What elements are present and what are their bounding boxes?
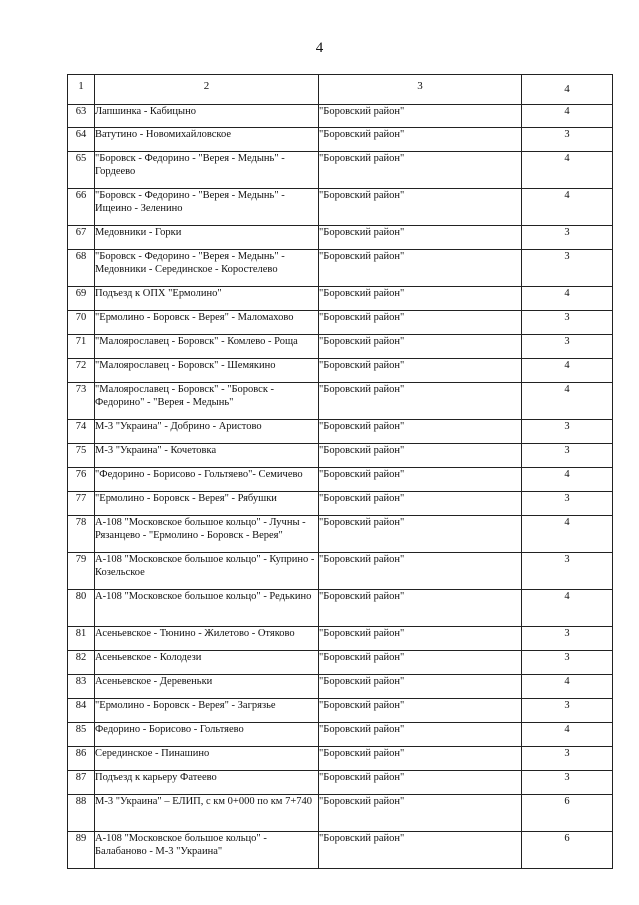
category: 3 xyxy=(522,651,613,675)
table-row xyxy=(68,226,613,250)
district: "Боровский район" xyxy=(319,287,522,311)
road-name: "Малоярославец - Боровск" - Комлево - Роща xyxy=(95,335,319,359)
district: "Боровский район" xyxy=(319,105,522,128)
row-number: 78 xyxy=(68,516,95,553)
row-number: 74 xyxy=(68,420,95,444)
row-number: 66 xyxy=(68,189,95,226)
district: "Боровский район" xyxy=(319,651,522,675)
row-number: 69 xyxy=(68,287,95,311)
district: "Боровский район" xyxy=(319,723,522,747)
table-row xyxy=(68,287,613,311)
road-name: Медовники - Горки xyxy=(95,226,319,250)
road-name: "Ермолино - Боровск - Верея" - Маломахово xyxy=(95,311,319,335)
road-name: "Федорино - Борисово - Гольтяево"- Семичево xyxy=(95,468,319,492)
road-name: М-3 "Украина" - Кочетовка xyxy=(95,444,319,468)
district: "Боровский район" xyxy=(319,492,522,516)
district: "Боровский район" xyxy=(319,468,522,492)
table-row xyxy=(68,771,613,795)
category: 4 xyxy=(522,383,613,420)
row-number: 87 xyxy=(68,771,95,795)
road-name: "Малоярославец - Боровск" - Шемякино xyxy=(95,359,319,383)
category: 3 xyxy=(522,250,613,287)
district: "Боровский район" xyxy=(319,359,522,383)
district: "Боровский район" xyxy=(319,189,522,226)
road-name: Федорино - Борисово - Гольтяево xyxy=(95,723,319,747)
category: 3 xyxy=(522,771,613,795)
table-row xyxy=(68,152,613,189)
table-row xyxy=(68,420,613,444)
district: "Боровский район" xyxy=(319,516,522,553)
table-row xyxy=(68,444,613,468)
table-row xyxy=(68,516,613,553)
header-col-1: 1 xyxy=(68,75,95,105)
category: 3 xyxy=(522,627,613,651)
table-row xyxy=(68,747,613,771)
road-name: Подъезд к карьеру Фатеево xyxy=(95,771,319,795)
district: "Боровский район" xyxy=(319,226,522,250)
table-row xyxy=(68,105,613,128)
table-row xyxy=(68,675,613,699)
row-number: 89 xyxy=(68,832,95,869)
district: "Боровский район" xyxy=(319,444,522,468)
row-number: 67 xyxy=(68,226,95,250)
row-number: 72 xyxy=(68,359,95,383)
district: "Боровский район" xyxy=(319,832,522,869)
road-name: Лапшинка - Кабицыно xyxy=(95,105,319,128)
category: 3 xyxy=(522,420,613,444)
district: "Боровский район" xyxy=(319,747,522,771)
category: 3 xyxy=(522,444,613,468)
district: "Боровский район" xyxy=(319,128,522,152)
road-name: "Ермолино - Боровск - Верея" - Рябушки xyxy=(95,492,319,516)
row-number: 88 xyxy=(68,795,95,832)
table-row xyxy=(68,359,613,383)
row-number: 70 xyxy=(68,311,95,335)
roads-table xyxy=(67,74,613,869)
table-row xyxy=(68,832,613,869)
category: 3 xyxy=(522,226,613,250)
table-row xyxy=(68,468,613,492)
row-number: 85 xyxy=(68,723,95,747)
road-name: "Боровск - Федорино - "Верея - Медынь" - Ищеино - Зеленино xyxy=(95,189,319,226)
category: 4 xyxy=(522,105,613,128)
row-number: 71 xyxy=(68,335,95,359)
row-number: 83 xyxy=(68,675,95,699)
district: "Боровский район" xyxy=(319,250,522,287)
category: 3 xyxy=(522,699,613,723)
category: 4 xyxy=(522,675,613,699)
category: 3 xyxy=(522,553,613,590)
table-row xyxy=(68,311,613,335)
category: 3 xyxy=(522,335,613,359)
road-name: "Боровск - Федорино - "Верея - Медынь" - Медовники - Серединское - Коростелево xyxy=(95,250,319,287)
road-name: Ватутино - Новомихайловское xyxy=(95,128,319,152)
row-number: 82 xyxy=(68,651,95,675)
table-row xyxy=(68,723,613,747)
row-number: 79 xyxy=(68,553,95,590)
table-header-row xyxy=(68,75,613,105)
road-name: "Боровск - Федорино - "Верея - Медынь" - Гордеево xyxy=(95,152,319,189)
table-row xyxy=(68,250,613,287)
table-row xyxy=(68,128,613,152)
table-row xyxy=(68,627,613,651)
category: 3 xyxy=(522,492,613,516)
table-row xyxy=(68,651,613,675)
district: "Боровский район" xyxy=(319,795,522,832)
table-row xyxy=(68,189,613,226)
district: "Боровский район" xyxy=(319,553,522,590)
row-number: 75 xyxy=(68,444,95,468)
district: "Боровский район" xyxy=(319,699,522,723)
road-name: "Малоярославец - Боровск" - "Боровск - Федорино" - "Верея - Медынь" xyxy=(95,383,319,420)
district: "Боровский район" xyxy=(319,311,522,335)
district: "Боровский район" xyxy=(319,152,522,189)
road-name: "Ермолино - Боровск - Верея" - Загрязье xyxy=(95,699,319,723)
category: 4 xyxy=(522,152,613,189)
road-name: Асеньевское - Тюнино - Жилетово - Отяково xyxy=(95,627,319,651)
road-name: Подъезд к ОПХ "Ермолино" xyxy=(95,287,319,311)
road-name: М-3 "Украина" – ЕЛИП, с км 0+000 по км 7+740 xyxy=(95,795,319,832)
district: "Боровский район" xyxy=(319,771,522,795)
table-row xyxy=(68,553,613,590)
table-row xyxy=(68,335,613,359)
row-number: 73 xyxy=(68,383,95,420)
row-number: 84 xyxy=(68,699,95,723)
district: "Боровский район" xyxy=(319,590,522,627)
district: "Боровский район" xyxy=(319,675,522,699)
header-col-2: 2 xyxy=(95,75,319,105)
row-number: 81 xyxy=(68,627,95,651)
road-name: Асеньевское - Колодези xyxy=(95,651,319,675)
header-col-4: 4 xyxy=(522,75,613,105)
road-name: А-108 "Московское большое кольцо" - Куприно - Козельское xyxy=(95,553,319,590)
road-name: А-108 "Московское большое кольцо" - Редькино xyxy=(95,590,319,627)
road-name: Серединское - Пинашино xyxy=(95,747,319,771)
category: 4 xyxy=(522,516,613,553)
road-name: А-108 "Московское большое кольцо" - Балабаново - М-3 "Украина" xyxy=(95,832,319,869)
row-number: 68 xyxy=(68,250,95,287)
row-number: 77 xyxy=(68,492,95,516)
category: 3 xyxy=(522,747,613,771)
category: 4 xyxy=(522,723,613,747)
category: 6 xyxy=(522,795,613,832)
category: 4 xyxy=(522,359,613,383)
row-number: 65 xyxy=(68,152,95,189)
category: 4 xyxy=(522,189,613,226)
table-row xyxy=(68,590,613,627)
category: 3 xyxy=(522,128,613,152)
table-row xyxy=(68,699,613,723)
district: "Боровский район" xyxy=(319,383,522,420)
category: 4 xyxy=(522,287,613,311)
table-row xyxy=(68,795,613,832)
road-name: М-3 "Украина" - Добрино - Аристово xyxy=(95,420,319,444)
category: 4 xyxy=(522,590,613,627)
district: "Боровский район" xyxy=(319,420,522,444)
table-row xyxy=(68,383,613,420)
road-name: Асеньевское - Деревеньки xyxy=(95,675,319,699)
category: 6 xyxy=(522,832,613,869)
district: "Боровский район" xyxy=(319,335,522,359)
page-number: 4 xyxy=(315,40,324,56)
district: "Боровский район" xyxy=(319,627,522,651)
road-name: А-108 "Московское большое кольцо" - Лучны - Рязанцево - "Ермолино - Боровск - Верея" xyxy=(95,516,319,553)
header-col-3: 3 xyxy=(319,75,522,105)
row-number: 63 xyxy=(68,105,95,128)
row-number: 76 xyxy=(68,468,95,492)
table-row xyxy=(68,492,613,516)
category: 4 xyxy=(522,468,613,492)
category: 3 xyxy=(522,311,613,335)
row-number: 86 xyxy=(68,747,95,771)
row-number: 80 xyxy=(68,590,95,627)
row-number: 64 xyxy=(68,128,95,152)
